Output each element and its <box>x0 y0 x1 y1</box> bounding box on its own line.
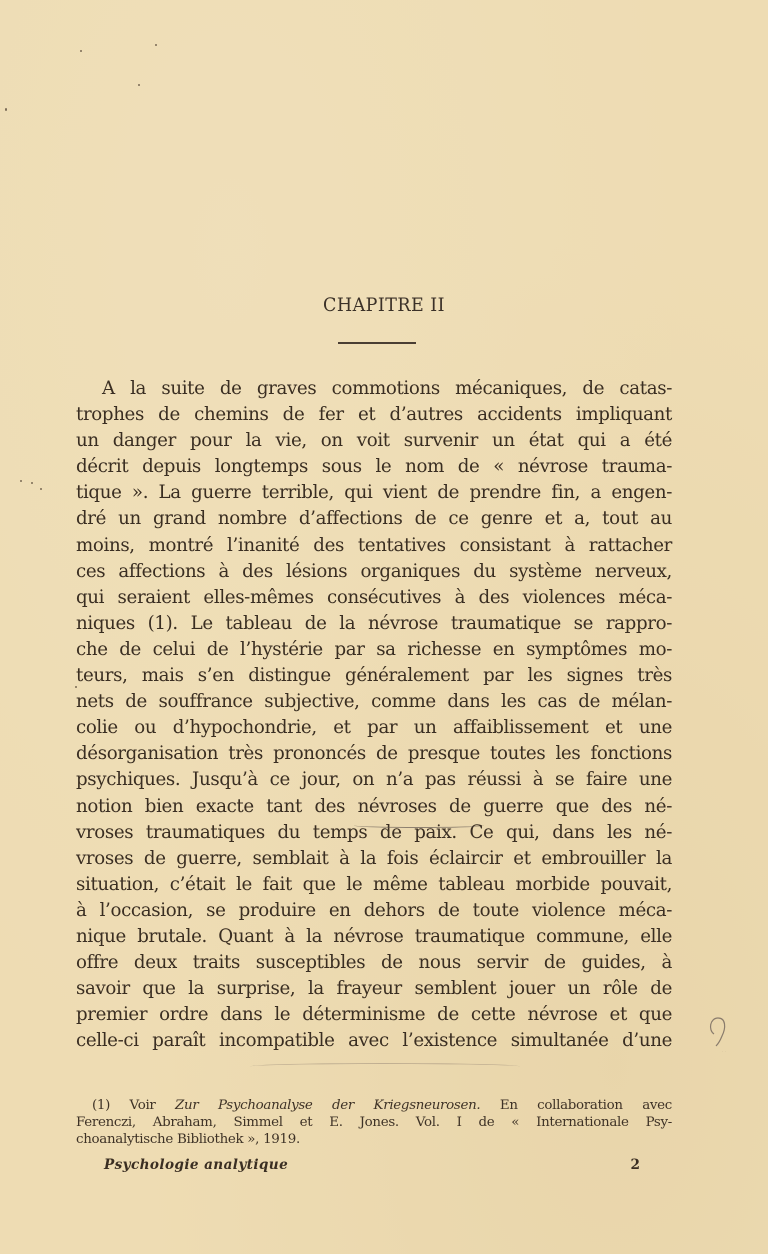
text-line: à l’occasion, se produire en dehors de toute violence méca- <box>76 899 672 921</box>
signature-number: 2 <box>630 1157 640 1173</box>
body-paragraph <box>76 376 672 1054</box>
text-line: celle-ci paraît incompatible avec l’existence simultanée d’une <box>76 1030 672 1052</box>
pencil-annotation-icon <box>706 1012 730 1052</box>
text-line: situation, c’était le fait que le même tableau morbide pouvait, <box>76 873 672 895</box>
text-line: premier ordre dans le déterminisme de cette névrose et que <box>76 1004 672 1026</box>
paper-speck <box>5 108 7 111</box>
text-line: tique ». La guerre terrible, qui vient de prendre fin, a engen- <box>76 482 672 504</box>
footnote-marker: (1) Voir <box>92 1098 176 1113</box>
text-line: nets de souffrance subjective, comme dans les cas de mélan- <box>76 691 672 713</box>
pencil-wave-mark <box>250 1063 520 1070</box>
text-line: désorganisation très prononcés de presque toutes les fonctions <box>76 743 672 765</box>
text-line: ces affections à des lésions organiques du système nerveux, <box>76 560 672 582</box>
text-line: niques (1). Le tableau de la névrose traumatique se rappro- <box>76 612 672 634</box>
footnote-work-title: Zur Psychoanalyse der Kriegsneurosen. <box>175 1098 481 1113</box>
text-line: trophes de chemins de fer et d’autres accidents impliquant <box>76 404 672 426</box>
text-line: qui seraient elles-mêmes consécutives à des violences méca- <box>76 586 672 608</box>
text-line: teurs, mais s’en distingue généralement par les signes très <box>76 665 672 687</box>
text-line: un danger pour la vie, on voit survenir un état qui a été <box>76 430 672 452</box>
chapter-title: CHAPITRE II <box>323 294 445 316</box>
paper-speck <box>138 84 140 86</box>
running-footer <box>104 1157 640 1173</box>
text-line: nique brutale. Quant à la névrose traumatique commune, elle <box>76 925 672 947</box>
text-line: dré un grand nombre d’affections de ce genre et a, tout au <box>76 508 672 530</box>
paper-speck <box>75 686 77 688</box>
text-line: che de celui de l’hystérie par sa richesse en symptômes mo- <box>76 638 672 660</box>
text-line: psychiques. Jusqu’à ce jour, on n’a pas réussi à se faire une <box>76 769 672 791</box>
text-line: offre deux traits susceptibles de nous servir de guides, à <box>76 952 672 974</box>
pencil-underline <box>354 823 484 828</box>
text-line: A la suite de graves commotions mécaniques, de catas- <box>102 378 672 399</box>
footnote-line: Ferenczi, Abraham, Simmel et E. Jones. Vol. I de « Internationale Psy- <box>76 1115 672 1130</box>
footnote-line-rest: En collaboration avec <box>480 1098 672 1113</box>
text-line: colie ou d’hypochondrie, et par un affaiblissement et une <box>76 717 672 739</box>
text-line: vroses traumatiques du temps de paix. Ce qui, dans les né- <box>76 821 672 843</box>
title-rule <box>338 342 416 344</box>
paper-speck <box>80 50 82 52</box>
text-line: notion bien exacte tant des névroses de guerre que des né- <box>76 795 672 817</box>
footnote-line: choanalytische Bibliothek », 1919. <box>76 1132 300 1147</box>
footnote <box>76 1097 672 1148</box>
margin-specks <box>18 478 48 490</box>
text-line: savoir que la surprise, la frayeur semblent jouer un rôle de <box>76 978 672 1000</box>
footnote-line <box>76 1097 672 1114</box>
text-line: vroses de guerre, semblait à la fois éclaircir et embrouiller la <box>76 847 672 869</box>
text-line: décrit depuis longtemps sous le nom de « névrose trauma- <box>76 456 672 478</box>
text-line: moins, montré l’inanité des tentatives consistant à rattacher <box>76 534 672 556</box>
paper-speck <box>155 44 157 46</box>
running-title: Psychologie analytique <box>104 1157 289 1173</box>
